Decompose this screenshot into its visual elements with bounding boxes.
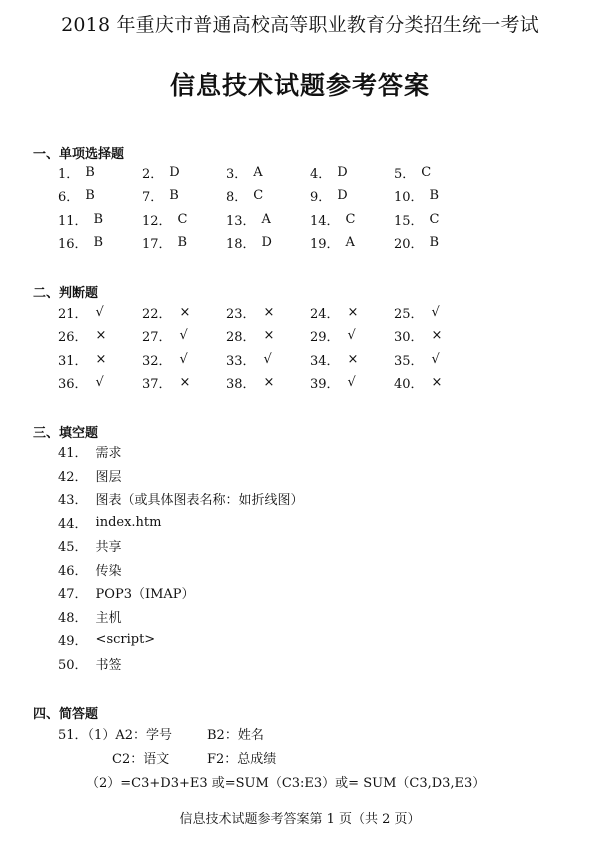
question-number: 31．	[58, 353, 88, 369]
check-mark-icon: √	[431, 351, 440, 367]
question-number: 40．	[394, 377, 424, 393]
check-mark-icon: √	[431, 305, 440, 321]
answer-letter: C	[345, 211, 356, 227]
fill-item	[58, 464, 304, 488]
question-number: 29．	[310, 330, 340, 346]
judge-item	[394, 301, 478, 324]
question-number: 24．	[310, 307, 340, 323]
cross-mark-icon: ×	[263, 305, 275, 321]
choice-item	[394, 161, 478, 184]
section-title-short: 四、简答题	[33, 707, 99, 722]
question-number: 6．	[58, 190, 80, 206]
q51-line1	[58, 724, 172, 743]
question-number: 16．	[58, 237, 88, 253]
choice-item	[58, 231, 142, 254]
answer-letter: A	[261, 211, 271, 227]
q51-part1-a2: （1）A2：学号	[87, 728, 172, 743]
judge-item	[394, 348, 478, 371]
question-number: 39．	[310, 377, 340, 393]
question-number: 9．	[310, 190, 332, 206]
choice-item	[58, 184, 142, 207]
question-number: 23．	[226, 307, 256, 323]
choice-item	[394, 231, 478, 254]
fill-item	[58, 558, 304, 582]
question-number: 7．	[142, 190, 164, 206]
answer-letter: B	[85, 188, 95, 204]
judge-item	[58, 348, 142, 371]
judge-item	[226, 324, 310, 347]
judge-item	[58, 371, 142, 394]
answer-letter: B	[85, 165, 95, 181]
fill-item	[58, 511, 304, 535]
question-number: 11．	[58, 213, 88, 229]
q51-number: 51．	[58, 728, 88, 743]
cross-mark-icon: ×	[431, 328, 443, 344]
answer-letter: B	[169, 188, 179, 204]
judge-item	[310, 324, 394, 347]
cross-mark-icon: ×	[347, 305, 359, 321]
check-mark-icon: √	[95, 375, 104, 391]
check-mark-icon: √	[95, 305, 104, 321]
q51-part2: （2）=C3+D3+E3 或=SUM（C3:E3）或= SUM（C3,D3,E3）	[86, 776, 486, 791]
check-mark-icon: √	[179, 328, 188, 344]
question-number: 41．	[58, 446, 88, 462]
question-number: 25．	[394, 307, 424, 323]
question-number: 44．	[58, 516, 88, 532]
question-number: 30．	[394, 330, 424, 346]
question-number: 18．	[226, 237, 256, 253]
choice-item	[310, 231, 394, 254]
question-number: 27．	[142, 330, 172, 346]
question-number: 28．	[226, 330, 256, 346]
choice-item	[394, 184, 478, 207]
choice-item	[58, 161, 142, 184]
choice-item	[142, 184, 226, 207]
fill-answer: 主机	[95, 610, 122, 626]
judge-item	[310, 348, 394, 371]
question-number: 35．	[394, 353, 424, 369]
judge-item	[394, 324, 478, 347]
judge-item	[310, 301, 394, 324]
judge-item	[142, 348, 226, 371]
question-number: 32．	[142, 353, 172, 369]
question-number: 21．	[58, 307, 88, 323]
judge-item	[142, 324, 226, 347]
cross-mark-icon: ×	[263, 328, 275, 344]
cross-mark-icon: ×	[179, 305, 191, 321]
section-title-judge: 二、判断题	[33, 286, 99, 301]
judge-item	[58, 301, 142, 324]
fill-item	[58, 628, 304, 652]
answer-letter: B	[177, 235, 188, 251]
fill-answer: 图层	[95, 469, 122, 485]
fill-answer: 需求	[95, 446, 122, 462]
question-number: 4．	[310, 167, 332, 183]
question-number: 36．	[58, 377, 88, 393]
fill-answer: POP3（IMAP）	[95, 587, 195, 603]
question-number: 38．	[226, 377, 256, 393]
question-number: 50．	[58, 657, 88, 673]
question-number: 8．	[226, 190, 248, 206]
question-number: 13．	[226, 213, 256, 229]
judge-item	[142, 301, 226, 324]
answer-letter: C	[421, 165, 432, 181]
judge-item	[226, 348, 310, 371]
cross-mark-icon: ×	[179, 375, 191, 391]
judge-answer-grid	[58, 301, 478, 394]
choice-item	[58, 208, 142, 231]
question-number: 48．	[58, 610, 88, 626]
fill-item	[58, 581, 304, 605]
section-title-choice: 一、单项选择题	[33, 147, 125, 162]
answer-letter: A	[345, 235, 355, 251]
question-number: 1．	[58, 167, 80, 183]
question-number: 46．	[58, 563, 88, 579]
question-number: 14．	[310, 213, 340, 229]
answer-letter: D	[337, 165, 348, 181]
fill-item	[58, 440, 304, 464]
exam-header: 2018 年重庆市普通高校高等职业教育分类招生统一考试	[61, 14, 539, 36]
choice-item	[310, 161, 394, 184]
choice-item	[394, 208, 478, 231]
question-number: 22．	[142, 307, 172, 323]
choice-item	[142, 161, 226, 184]
fill-item	[58, 605, 304, 629]
choice-answer-grid	[58, 161, 478, 254]
answer-letter: C	[253, 188, 264, 204]
fill-item	[58, 652, 304, 676]
judge-item	[58, 324, 142, 347]
answer-letter: C	[429, 211, 440, 227]
choice-item	[142, 231, 226, 254]
fill-item	[58, 487, 304, 511]
cross-mark-icon: ×	[95, 328, 107, 344]
cross-mark-icon: ×	[263, 375, 275, 391]
choice-item	[226, 208, 310, 231]
judge-item	[226, 301, 310, 324]
question-number: 49．	[58, 634, 88, 650]
cross-mark-icon: ×	[95, 351, 107, 367]
fill-answer: 图表（或具体图表名称：如折线图）	[95, 493, 304, 509]
choice-item	[310, 184, 394, 207]
q51-f2: F2：总成绩	[207, 752, 277, 767]
answer-letter: D	[337, 188, 348, 204]
cross-mark-icon: ×	[431, 375, 443, 391]
answer-letter: D	[261, 235, 272, 251]
question-number: 42．	[58, 469, 88, 485]
fill-answer: 传染	[95, 563, 122, 579]
answer-letter: B	[429, 235, 440, 251]
judge-item	[142, 371, 226, 394]
answer-letter: C	[177, 211, 188, 227]
question-number: 17．	[142, 237, 172, 253]
judge-item	[310, 371, 394, 394]
choice-item	[226, 231, 310, 254]
fill-answer: 共享	[95, 540, 122, 556]
page-footer: 信息技术试题参考答案第 1 页（共 2 页）	[179, 812, 421, 827]
question-number: 15．	[394, 213, 424, 229]
check-mark-icon: √	[347, 328, 356, 344]
question-number: 33．	[226, 353, 256, 369]
fill-answer: index.htm	[95, 514, 162, 530]
question-number: 12．	[142, 213, 172, 229]
question-number: 47．	[58, 587, 88, 603]
cross-mark-icon: ×	[347, 351, 359, 367]
question-number: 10．	[394, 190, 424, 206]
fill-answer-list	[58, 440, 304, 675]
page-title: 信息技术试题参考答案	[169, 71, 430, 100]
answer-letter: B	[429, 188, 440, 204]
answer-letter: B	[93, 211, 104, 227]
choice-item	[226, 161, 310, 184]
question-number: 45．	[58, 540, 88, 556]
check-mark-icon: √	[347, 375, 356, 391]
fill-answer: <script>	[95, 632, 156, 648]
choice-item	[142, 208, 226, 231]
question-number: 19．	[310, 237, 340, 253]
fill-item	[58, 534, 304, 558]
judge-item	[226, 371, 310, 394]
question-number: 2．	[142, 167, 164, 183]
choice-item	[310, 208, 394, 231]
question-number: 37．	[142, 377, 172, 393]
answer-letter: A	[253, 165, 263, 181]
question-number: 26．	[58, 330, 88, 346]
section-title-fill: 三、填空题	[33, 426, 99, 441]
q51-c2: C2：语文	[112, 752, 170, 767]
judge-item	[394, 371, 478, 394]
question-number: 3．	[226, 167, 248, 183]
check-mark-icon: √	[263, 351, 272, 367]
question-number: 43．	[58, 493, 88, 509]
answer-letter: D	[169, 165, 180, 181]
question-number: 5．	[394, 167, 416, 183]
question-number: 20．	[394, 237, 424, 253]
q51-b2: B2：姓名	[207, 728, 264, 743]
question-number: 34．	[310, 353, 340, 369]
choice-item	[226, 184, 310, 207]
check-mark-icon: √	[179, 351, 188, 367]
answer-letter: B	[93, 235, 104, 251]
fill-answer: 书签	[95, 657, 122, 673]
